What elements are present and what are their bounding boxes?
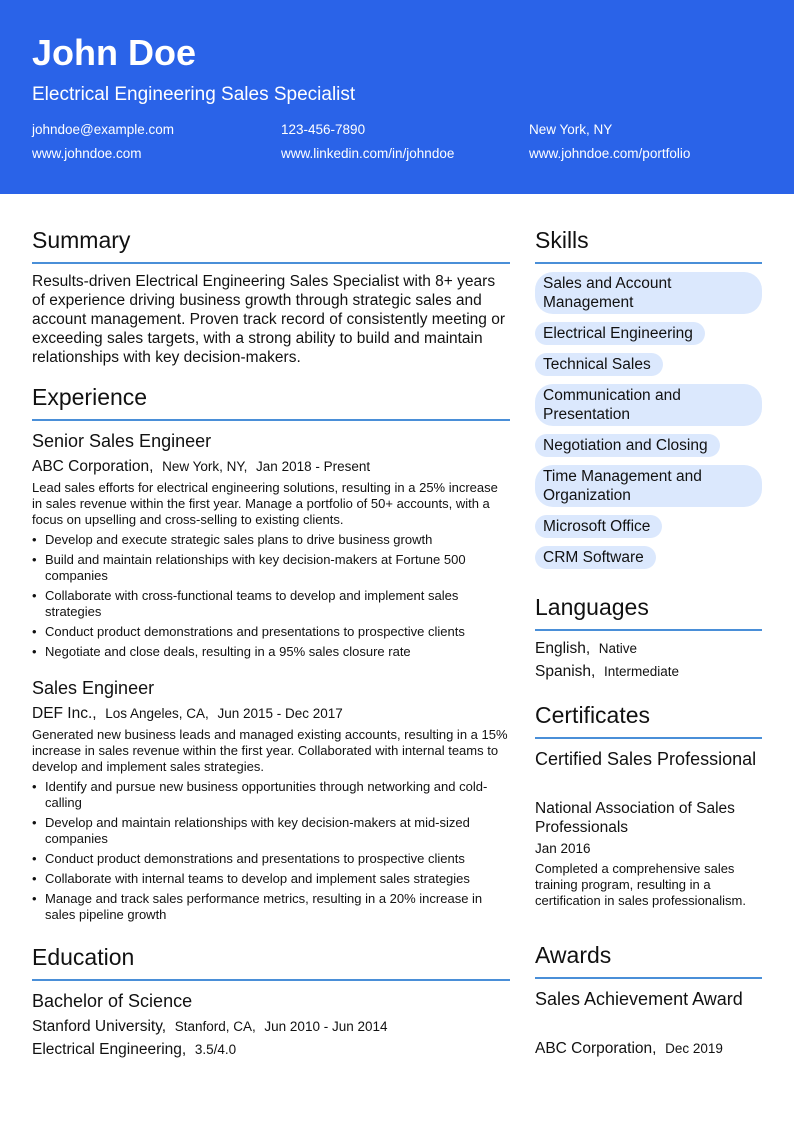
degree-title: Bachelor of Science	[32, 991, 193, 1011]
job-meta	[32, 704, 343, 723]
school-name: Stanford University,	[32, 1018, 167, 1035]
job-bullet: • Develop and maintain relationships with key decision-makers at mid-sized companies	[32, 815, 512, 847]
job-bullet: • Manage and track sales performance metrics, resulting in a 20% increase in sales pipeline growth	[32, 891, 512, 923]
education-heading: Education	[32, 944, 135, 970]
language-name: English,	[535, 640, 591, 657]
languages-divider	[535, 629, 762, 631]
phone-text: 123-456-7890	[281, 122, 366, 137]
awards-divider	[535, 977, 762, 979]
job-company: ABC Corporation,	[32, 458, 154, 475]
skill-tag: Time Management and Organization	[535, 465, 762, 507]
job-bullet: • Negotiate and close deals, resulting in a 95% sales closure rate	[32, 644, 512, 660]
email-link[interactable]: johndoe@example.com	[32, 122, 175, 137]
education-gpa: 3.5/4.0	[194, 1042, 237, 1057]
job-bullet: • Build and maintain relationships with key decision-makers at Fortune 500 companies	[32, 552, 512, 584]
job-bullet: • Conduct product demonstrations and presentations to prospective clients	[32, 851, 512, 867]
certificate-issuer: National Association of Sales Professionals	[535, 800, 735, 836]
languages-heading: Languages	[535, 594, 649, 620]
location-text: New York, NY	[529, 122, 613, 137]
job-bullet: • Identify and pursue new business opportunities through networking and cold-calling	[32, 779, 512, 811]
education-divider	[32, 979, 510, 981]
school-location: Stanford, CA,	[174, 1019, 256, 1034]
linkedin-link[interactable]: www.linkedin.com/in/johndoe	[281, 146, 455, 161]
job-bullet: • Conduct product demonstrations and presentations to prospective clients	[32, 624, 512, 640]
job-company: DEF Inc.,	[32, 705, 97, 722]
job-location: New York, NY,	[162, 459, 248, 474]
job-title: Senior Sales Engineer	[32, 431, 212, 451]
language-level: Native	[598, 641, 638, 656]
experience-heading: Experience	[32, 384, 148, 410]
skill-tag: Negotiation and Closing	[535, 434, 720, 457]
job-description: Lead sales efforts for electrical engineering solutions, resulting in a 25% increase in sales revenue within the first year. Manage a portfolio of 50+ accounts, with a focus on upselling and cross-selling to existing clients.	[32, 480, 498, 527]
education-dates: Jun 2010 - Jun 2014	[264, 1019, 388, 1034]
skill-tag: Technical Sales	[535, 353, 663, 376]
job-title: Sales Engineer	[32, 678, 155, 698]
job-bullet-list	[32, 779, 512, 927]
awards-heading: Awards	[535, 942, 612, 968]
job-bullet: • Collaborate with internal teams to develop and implement sales strategies	[32, 871, 512, 887]
language-item	[535, 662, 679, 681]
certificates-heading: Certificates	[535, 702, 651, 728]
job-bullet: • Collaborate with cross-functional teams to develop and implement sales strategies	[32, 588, 512, 620]
candidate-name: John Doe	[32, 32, 197, 73]
education-field-row	[32, 1040, 236, 1059]
skill-tag: Sales and Account Management	[535, 272, 762, 314]
award-issuer: ABC Corporation,	[535, 1040, 657, 1057]
summary-text: Results-driven Electrical Engineering Sales Specialist with 8+ years of experience driving business growth through strategic sales and account management. Proven track record of consistently meeting or exceeding sales targets, with a strong ability to build and maintain relationships with key decision-makers.	[32, 273, 505, 366]
education-field: Electrical Engineering,	[32, 1041, 187, 1058]
job-meta	[32, 457, 370, 476]
job-description: Generated new business leads and managed existing accounts, resulting in a 15% increase in sales revenue within the first year. Collaborated with internal teams to develop and implement sales strategies.	[32, 727, 508, 774]
job-bullet-list	[32, 532, 512, 664]
website-link[interactable]: www.johndoe.com	[32, 146, 142, 161]
certificate-description: Completed a comprehensive sales training program, resulting in a certification in sales professionalism.	[535, 861, 746, 908]
language-item	[535, 639, 637, 658]
award-meta	[535, 1039, 723, 1058]
job-location: Los Angeles, CA,	[105, 706, 209, 721]
job-dates: Jan 2018 - Present	[256, 459, 371, 474]
skill-tag: Electrical Engineering	[535, 322, 705, 345]
skills-divider	[535, 262, 762, 264]
education-meta	[32, 1017, 388, 1036]
job-bullet: • Develop and execute strategic sales plans to drive business growth	[32, 532, 512, 548]
skill-tag: CRM Software	[535, 546, 656, 569]
award-name: Sales Achievement Award	[535, 989, 743, 1009]
resume-header	[0, 0, 794, 194]
skill-tag: Microsoft Office	[535, 515, 662, 538]
language-name: Spanish,	[535, 663, 596, 680]
candidate-headline: Electrical Engineering Sales Specialist	[32, 84, 356, 105]
job-dates: Jun 2015 - Dec 2017	[217, 706, 343, 721]
award-date: Dec 2019	[665, 1041, 723, 1056]
certificate-date: Jan 2016	[535, 841, 591, 856]
certificates-divider	[535, 737, 762, 739]
certificate-name: Certified Sales Professional	[535, 749, 757, 769]
skills-heading: Skills	[535, 227, 589, 253]
summary-heading: Summary	[32, 227, 131, 253]
language-level: Intermediate	[603, 664, 679, 679]
portfolio-link[interactable]: www.johndoe.com/portfolio	[529, 146, 691, 161]
summary-divider	[32, 262, 510, 264]
experience-divider	[32, 419, 510, 421]
skill-tag: Communication and Presentation	[535, 384, 762, 426]
